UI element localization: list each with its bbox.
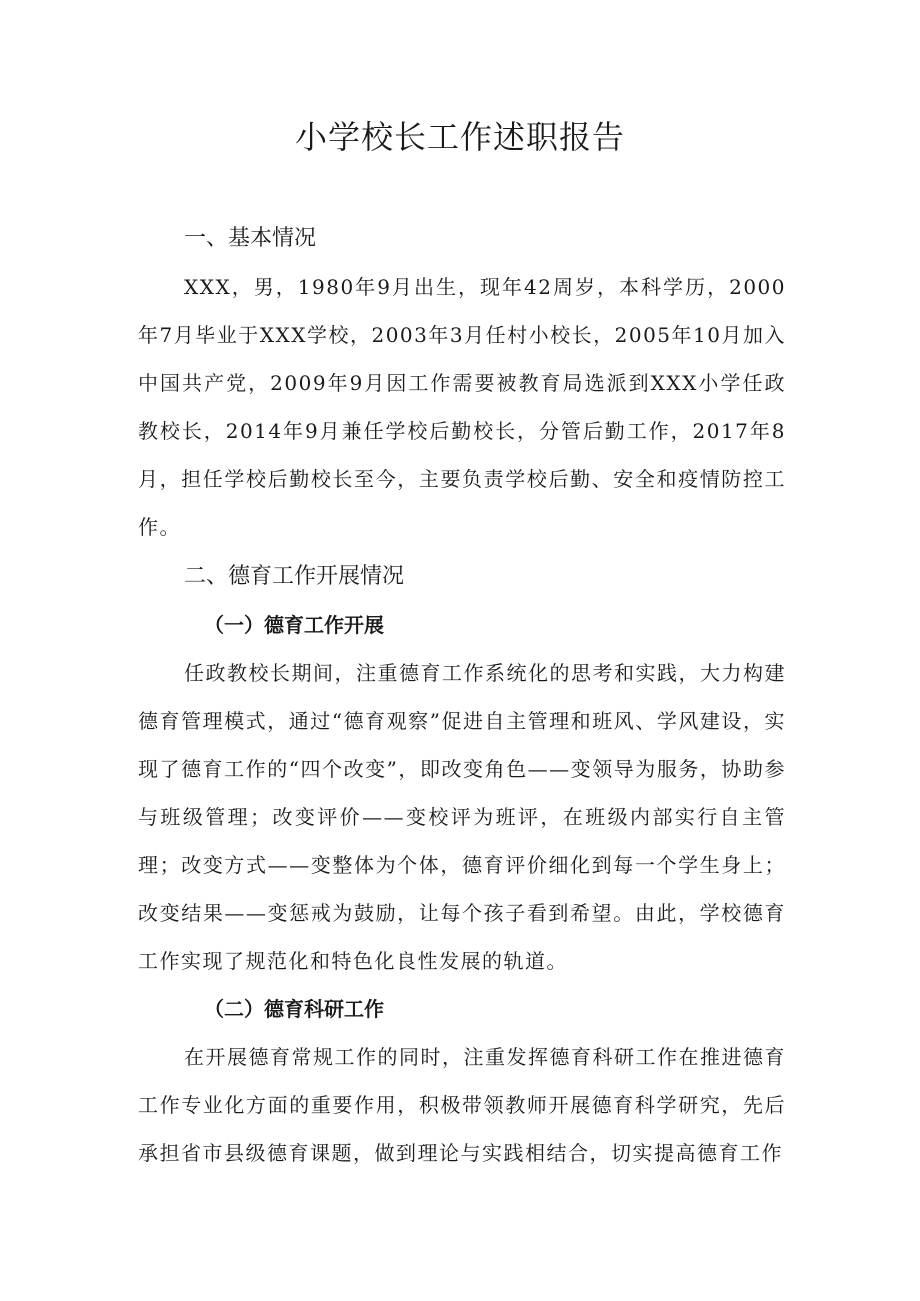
section-heading: 二、德育工作开展情况	[184, 564, 405, 589]
subsection-heading: （一）德育工作开展	[204, 613, 384, 637]
section-basic-info	[138, 215, 786, 551]
document-body	[138, 215, 786, 1177]
subsection-heading: （二）德育科研工作	[204, 997, 384, 1021]
paragraph: XXX，男，1980年9月出生，现年42周岁，本科学历，2000年7月毕业于XXX学校，2003年3月任村小校长，2005年10月加入中国共产党，2009年9月因工作需要被教育局选派到XXX小学任政教校长，2014年9月兼任学校后勤校长，分管后勤工作，2017年8月，担任学校后勤校长至今，主要负责学校后勤、安全和疫情防控工作。	[138, 275, 786, 539]
section-heading: 一、基本情况	[184, 226, 317, 251]
paragraph: 任政教校长期间，注重德育工作系统化的思考和实践，大力构建德育管理模式，通过“德育观察”促进自主管理和班风、学风建设，实现了德育工作的“四个改变”，即改变角色——变领导为服务，协助参与班级管理；改变评价——变校评为班评，在班级内部实行自主管理；改变方式——变整体为个体，德育评价细化到每一个学生身上；改变结果——变惩戒为鼓励，让每个孩子看到希望。由此，学校德育工作实现了规范化和特色化良性发展的轨道。	[138, 661, 786, 973]
paragraph: 在开展德育常规工作的同时，注重发挥德育科研工作在推进德育工作专业化方面的重要作用，积极带领教师开展德育科学研究，先后承担省市县级德育课题，做到理论与实践相结合，切实提高德育工作	[138, 1045, 786, 1165]
section-moral-education	[138, 553, 786, 1177]
document-title: 小学校长工作述职报告	[294, 118, 625, 156]
